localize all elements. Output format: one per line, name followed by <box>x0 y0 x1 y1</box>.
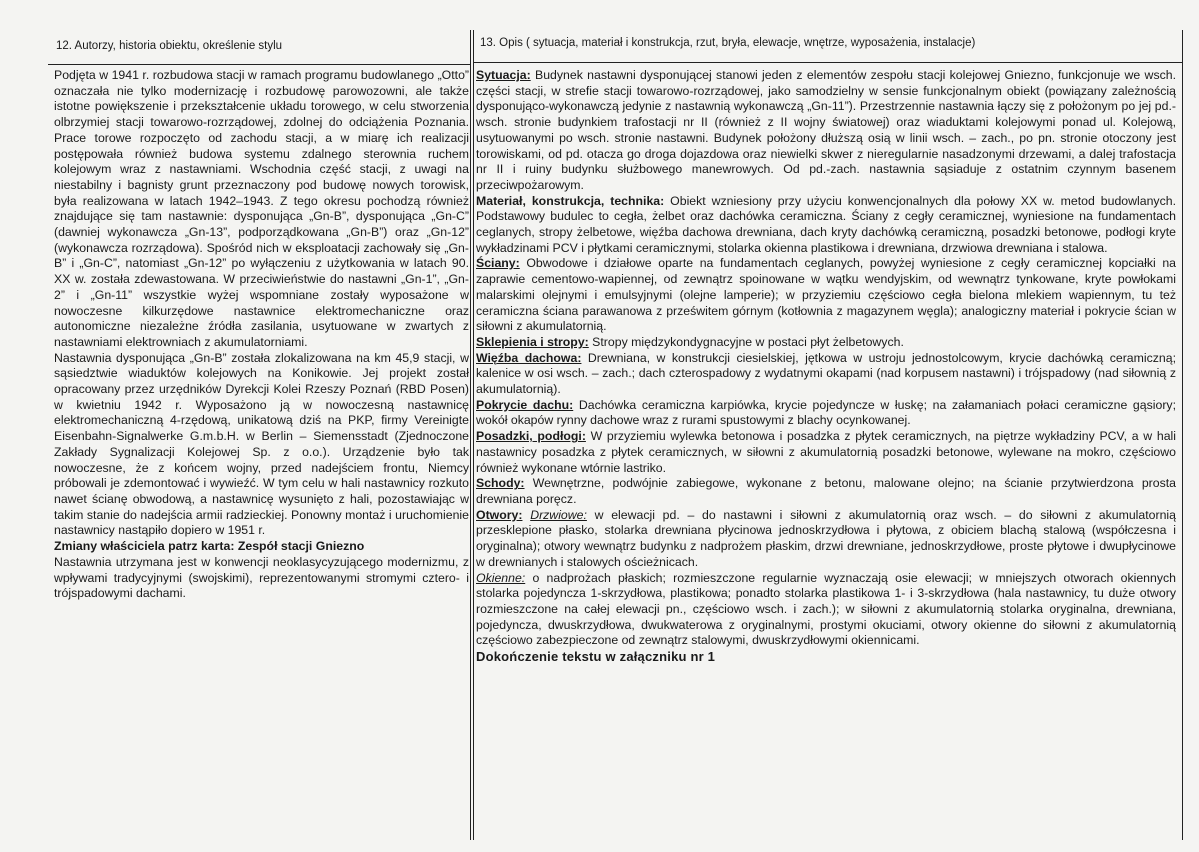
text-wiezba: Drewniana, w konstrukcji ciesielskiej, jętkowa w ustroju jednostolcowym, krycie dachówką ceramiczną; kalenice w osi wsch. – zach.; dach czterospadowy z wydatnymi okapami (nad korpusem nastawni) i trójspadowy (nad siłownią z akumulatornią). <box>476 350 1176 397</box>
label-sklepienia: Sklepienia i stropy: <box>476 334 589 349</box>
text-sytuacja: Budynek nastawni dysponującej stanowi jeden z elementów zespołu stacji kolejowej Gniezno, funkcjonuje we wsch. części stacji, w strefie stacji towarowo-rozrządowej, jako samodzielny w sensie funkcjonalnym obiekt (powiązany zależnością dysponująco-wykonawczą jedynie z nastawnią wykonawczą „Gn-11”). Przestrzennie nastawnia łączy się z położonym po jej pd.-wsch. stronie budynkiem trafostacji nr II (również z II wojny światowej) oraz wiaduktami kolejowymi ponad ul. Kolejową, usytuowanymi po wsch. stronie nastawni. Budynek położony dłuższą osią w linii wsch. – zach., po pn. stronie otoczony jest torowiskami, od pd. otacza go droga dojazdowa oraz niewielki skwer z nieregularnie nasadzonymi drzewami, a dalej trafostacja nr II i ruiny budynku służbowego manewrowych. Od pd.-zach. nastawnia sąsiaduje z ostatnim czynnym basenem przeciwpożarowym. <box>476 68 1176 192</box>
text-sciany: Obwodowe i działowe oparte na fundamentach ceglanych, powyżej wyniesione z cegły ceramicznej kopciałki na zaprawie cementowo-wapiennej, od zewnątrz spoinowane w wątku wendyjskim, od wewnątrz tynkowane, kryte powłokami malarskimi olejnymi i emulsyjnymi (olejne lamperie); w przyziemiu częściowo cegła bielona mlekiem wapiennym, tu też ceramiczna ściana parawanowa z prześwitem górnym (kotłownia z magazynem węgla); analogiczny materiał i pokrycie ścian w siłowni z akumulatornią. <box>476 256 1176 334</box>
column-divider <box>470 30 471 840</box>
section-schody <box>476 476 1176 507</box>
section-otwory <box>476 508 1176 571</box>
header-rule-right <box>474 62 1183 63</box>
label-wiezba: Więźba dachowa: <box>476 350 582 365</box>
record-card <box>44 30 1184 840</box>
text-material: Obiekt wzniesiony przy użyciu konwencjonalnych dla połowy XX w. metod budowlanych. Podstawowy budulec to cegła, żelbet oraz dachówka ceramiczna. Ściany z cegły ceramicznej, wyniesione na fundamentach ceglanych, stropy żelbetowe, więźba dachowa drewniana, dach kryty dachówką ceramiczną, posadzki betonowe, podłogi kryte wykładzinami PCV i płytkami ceramicznymi, stolarka okienna plastikowa i drewniana, drzwiowa drewniana i stalowa. <box>476 193 1176 255</box>
text-drzwiowe: w elewacji pd. – do nastawni i siłowni z akumulatornią oraz wsch. – do siłowni z akumulatornią przesklepione płasko, stolarka drewniana płycinowa jednoskrzydłowa i płytowa, z obiciem blachą stalową (współczesna i oryginalna); otwory wewnątrz budynku z nadprożem płaskim, drzwi drewniane, jednoskrzydłowe, proste płytowe i dwupłycinowe w drewnianych i stalowych ościeżnicach. <box>476 507 1176 569</box>
column-divider-inner <box>473 30 474 840</box>
right-column-body <box>476 68 1176 665</box>
text-schody: Wewnętrzne, podwójnie zabiegowe, wykonane z betonu, malowane olejno; na ścianie przytwierdzona prosta drewniana poręcz. <box>476 476 1176 506</box>
text-posadzki: W przyziemiu wylewka betonowa i posadzka z płytek ceramicznych, na piętrze wykładziny PCV, a w hali nastawnicy posadzka z płytek ceramicznych, w siłowni z akumulatornią posadzki betonowe, wylewane na mokro, częściowo również wykonane wtórnie lastriko. <box>476 429 1177 475</box>
label-okienne: Okienne: <box>476 570 526 585</box>
owner-change-note: Zmiany właściciela patrz karta: Zespół stacji Gniezno <box>54 539 365 554</box>
left-column-header: 12. Autorzy, historia obiektu, określenie stylu <box>56 40 283 52</box>
label-material: Materiał, konstrukcja, technika: <box>476 193 665 208</box>
section-pokrycie <box>476 398 1176 429</box>
text-sklepienia: Stropy międzykondygnacyjne w postaci płyt żelbetowych. <box>588 334 904 349</box>
section-okienne <box>476 571 1176 650</box>
label-sytuacja: Sytuacja: <box>476 68 531 82</box>
history-paragraph-2: Nastawnia dysponująca „Gn-B” została zlokalizowana na km 45,9 stacji, w sąsiedztwie wiaduktów kolejowych na Konikowie. Jej projekt został opracowany przez urzędników Dyrekcji Kolei Rzeszy Poznań (RBD Posen) w kwietniu 1942 r. Wyposażono ją w nowoczesną nastawnicę elektromechaniczną 4-rzędową, unikatową dziś na PKP, firmy Vereinigte Eisenbahn-Signalwerke G.m.b.H. w Berlin – Siemensstadt (Zjednoczone Zakłady Sygnalizacji Kolejowej Sp. z o.o.). Urządzenie było tak nowoczesne, że z końcem wojny, przed nadejściem frontu, Niemcy próbowali je zdemontować i wywieźć. W tym celu w hali nastawnicy rozkuto nawet ścianę obwodową, a nastawnicę wysunięto z hali, pozostawiając w takim stanie do nadejścia armii radzieckiej. Ponowny montaż i uruchomienie nastawnicy nastąpiło dopiero w 1951 r. <box>54 350 469 538</box>
label-pokrycie: Pokrycie dachu: <box>476 397 574 412</box>
section-material <box>476 194 1176 257</box>
section-wiezba <box>476 351 1176 398</box>
continuation-note: Dokończenie tekstu w załączniku nr 1 <box>476 649 716 665</box>
label-schody: Schody: <box>476 476 525 491</box>
header-rule-left <box>48 64 470 65</box>
right-border <box>1182 30 1183 840</box>
label-otwory: Otwory: <box>476 507 523 522</box>
label-drzwiowe: Drzwiowe: <box>530 507 587 522</box>
left-column-body <box>54 68 469 602</box>
right-column-header: 13. Opis ( sytuacja, materiał i konstrukcja, rzut, bryła, elewacje, wnętrze, wyposażenia, instalacje) <box>480 37 976 49</box>
history-paragraph-1: Podjęta w 1941 r. rozbudowa stacji w ramach programu budowlanego „Otto” oznaczała nie tylko modernizację i rozbudowę parowozowni, ale także istotne powiększenie i przekształcenie układu torowego, w celu stworzenia olbrzymiej stacji towarowo-rozrządowej, zdolnej do odciążenia Poznania. Prace torowe rozpoczęto od zachodu stacji, a w miarę ich realizacji postępowała również budowa systemu zdalnego sterownia ruchem kolejowym wraz z nastawniami. Wschodnia część stacji, z uwagi na niestabilny i bagnisty grunt przeznaczony pod budowę nowych torowisk, była realizowana w latach 1942–1943. Z tego okresu pochodzą również znajdujące się tam nastawnie: dysponująca „Gn-B”, dysponująca „Gn-C” (dawniej wykonawcza „Gn-13”, podporządkowana „Gn-B”) oraz „Gn-12” (wykonawcza rozrządowa). Spośród nich w eksploatacji zachowały się „Gn-B” i „Gn-C”, natomiast „Gn-12” po wyłączeniu z użytkowania w latach 90. XX w. została zdewastowana. W przeciwieństwie do nastawni „Gn-1”, „Gn-2” i „Gn-11” wszystkie wyżej wspomniane zostały wyposażone w nowoczesne kilkurzędowe nastawnice elektromechaniczne oraz autonomiczne niezależne źródła zasilania, usytuowane w zwartych z nastawniami elektrowniach z akumulatorniami. <box>54 68 469 349</box>
style-paragraph: Nastawnia utrzymana jest w konwencji neoklasycyzującego modernizmu, z wpływami tradycyjnymi (swojskimi), reprezentowanymi stromymi cztero- i trójspadowymi dachami. <box>54 554 469 601</box>
section-posadzki <box>476 429 1176 476</box>
text-okienne: o nadprożach płaskich; rozmieszczone regularnie wyznaczają osie elewacji; w mniejszych otworach okiennych stolarka pojedyncza 1-skrzydłowa, plastikowa; ponadto stolarka plastikowa 1- i 3-skrzydłowa (hala nastawnicy, tu duże otwory rozmieszczone na całej elewacji pn., częściowo wsch. i zach.); w siłowni z akumulatornią stolarka oryginalna, drewniana, pojedyncza, dwuskrzydłowa, dwukwaterowa z oryginalnymi, prostymi okuciami, otwory okienne do siłowni z akumulatornią częściowo zabezpieczone od zewnątrz stalowymi, dwuskrzydłowymi okiennicami. <box>476 570 1176 648</box>
label-posadzki: Posadzki, podłogi: <box>476 429 586 444</box>
section-sytuacja <box>476 68 1176 194</box>
label-sciany: Ściany: <box>476 256 520 271</box>
section-sklepienia <box>476 335 1176 351</box>
text-pokrycie: Dachówka ceramiczna karpiówka, krycie pojedyncze w łuskę; na załamaniach połaci ceramiczne gąsiory; wokół okapów rynny dachowe wraz z rurami spustowymi z blachy ocynkowanej. <box>476 397 1176 428</box>
section-sciany <box>476 256 1176 335</box>
